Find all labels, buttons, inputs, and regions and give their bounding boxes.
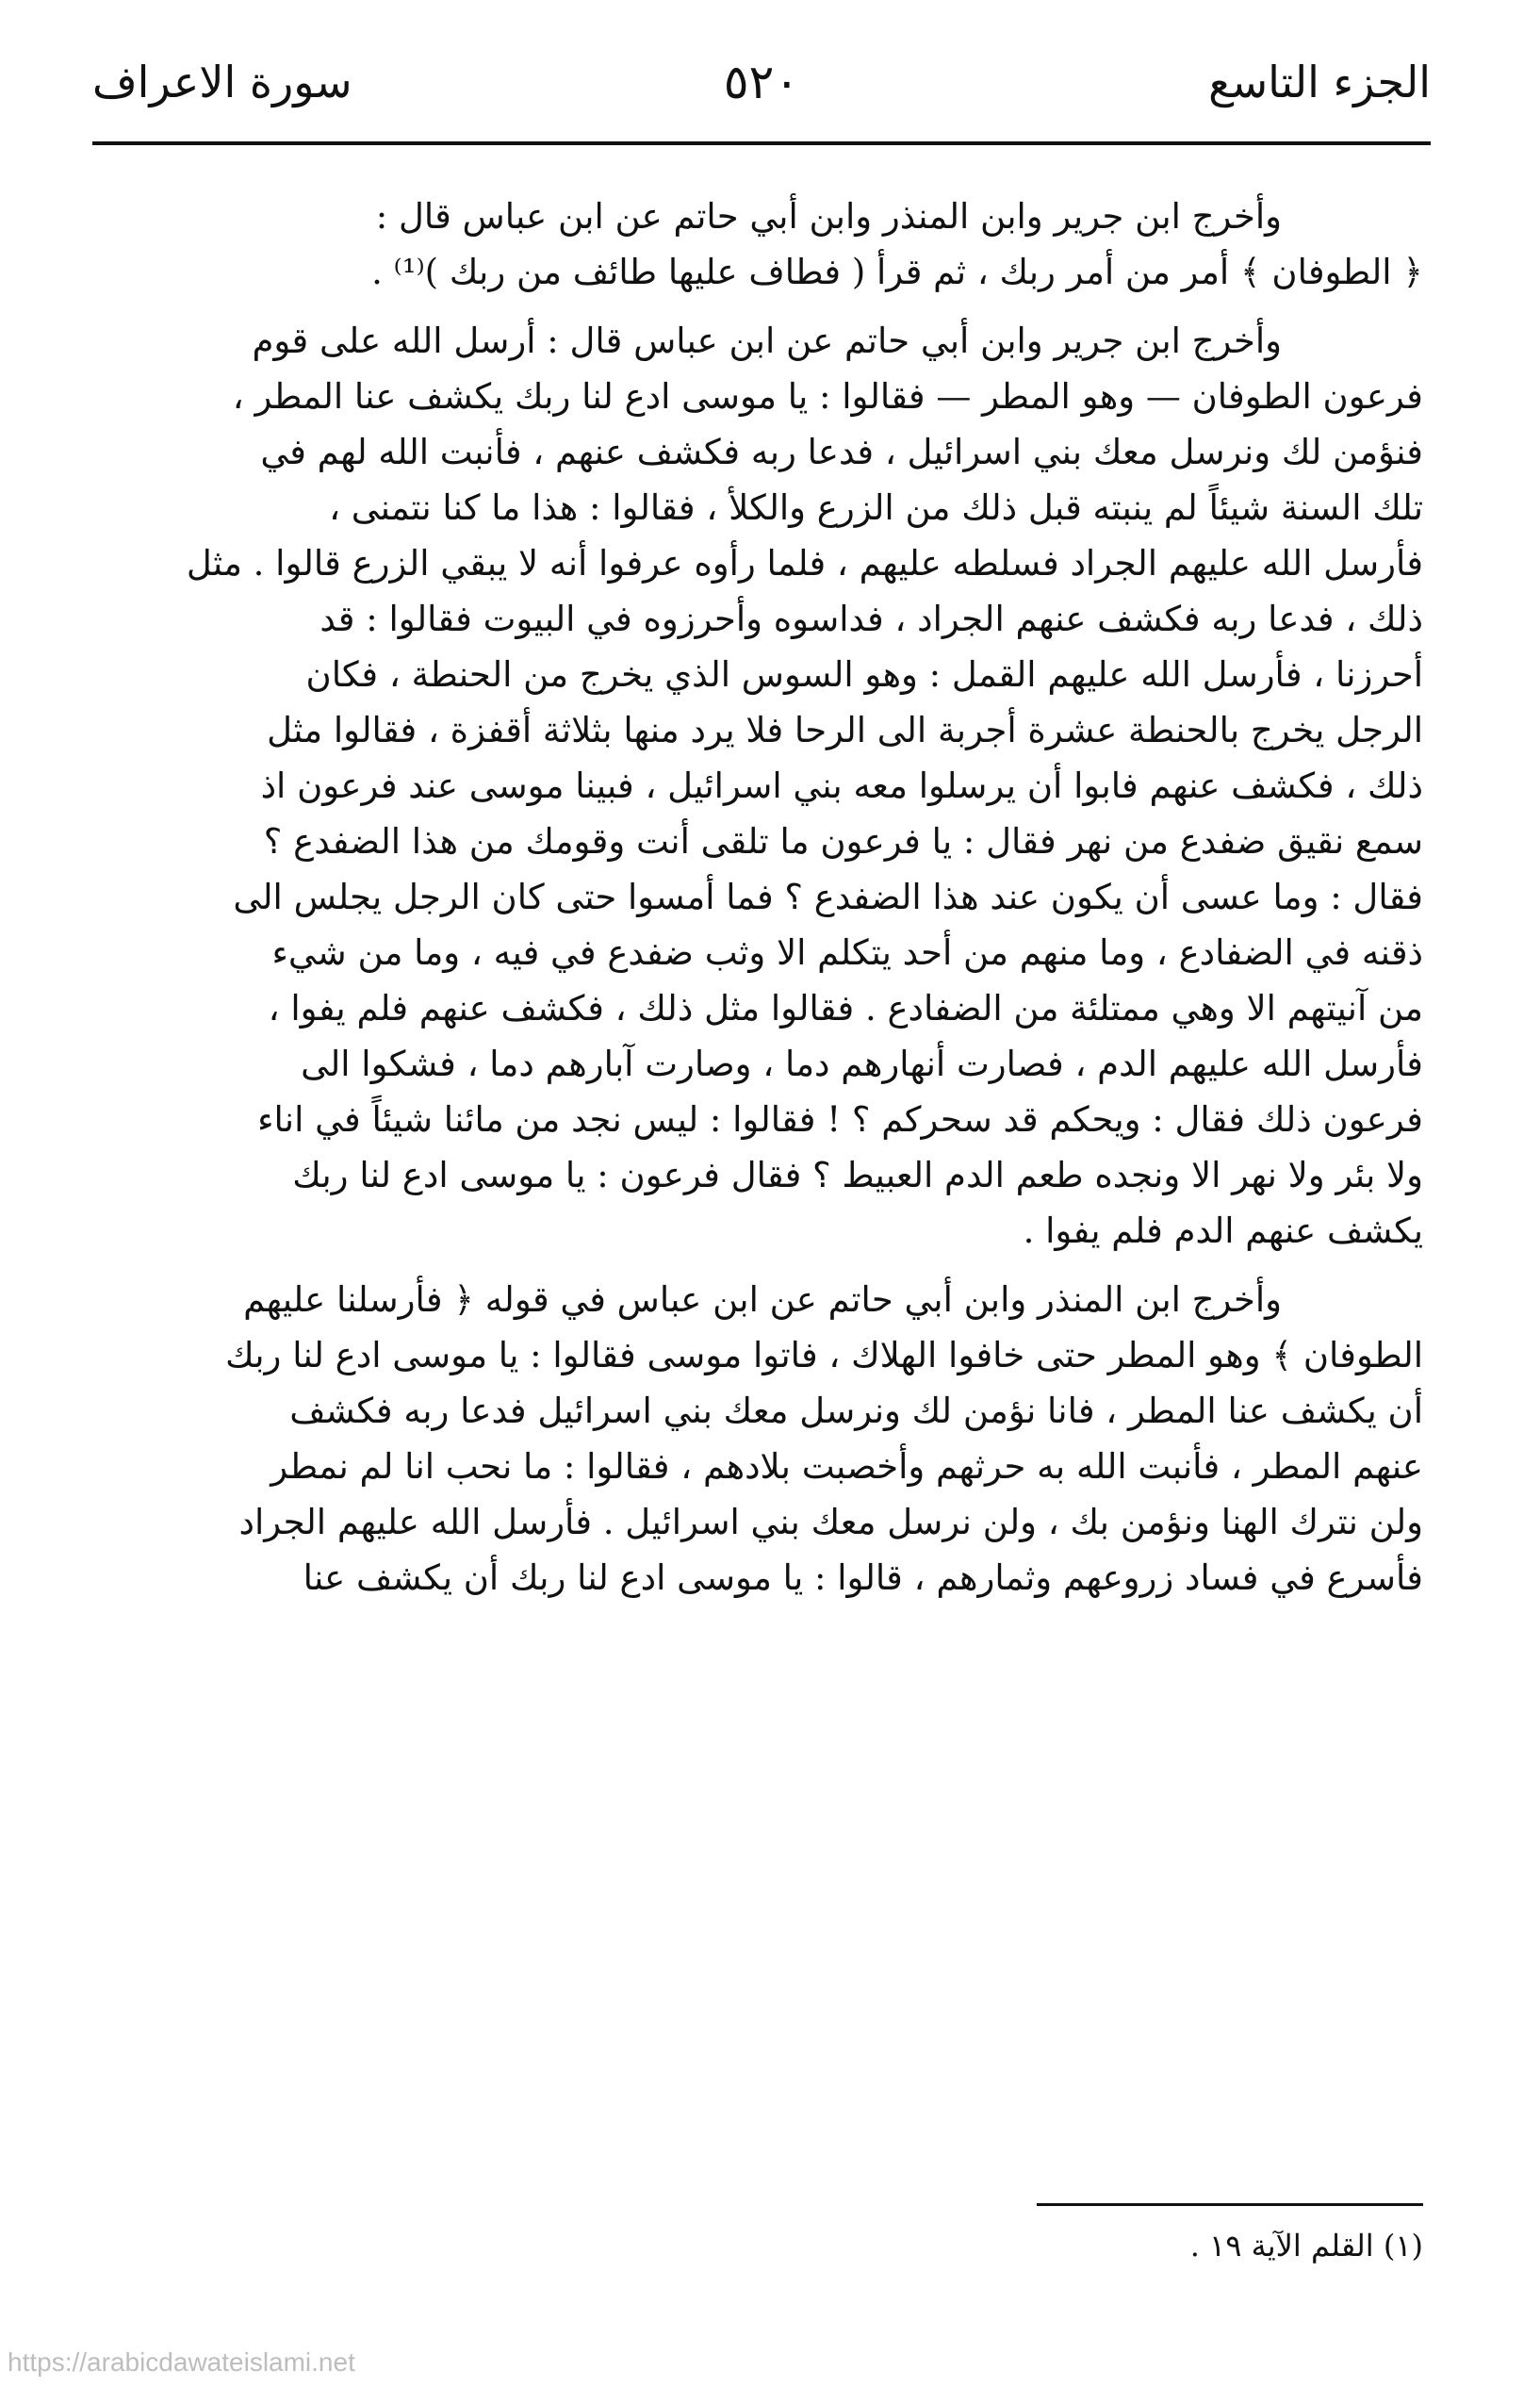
text-line: فأسرع في فساد زروعهم وثمارهم ، قالوا : يا موسى ادع لنا ربك أن يكشف عنا — [303, 1557, 1423, 1598]
text-line: فأرسل الله عليهم الدم ، فصارت أنهارهم دما ، وصارت آبارهم دما ، فشكوا الى — [301, 1044, 1423, 1084]
text-line: سمع نقيق ضفدع من نهر فقال : يا فرعون ما تلقى أنت وقومك من هذا الضفدع ؟ — [263, 821, 1423, 862]
main-text — [104, 189, 1423, 1619]
text-line: ذقنه في الضفادع ، وما منهم من أحد يتكلم الا وثب ضفدع في فيه ، وما من شيء — [271, 932, 1423, 973]
text-line: وأخرج ابن جرير وابن أبي حاتم عن ابن عباس قال : أرسل الله على قوم — [252, 321, 1282, 361]
text-line: فرعون ذلك فقال : ويحكم قد سحركم ؟ ! فقالوا : ليس نجد من مائنا شيئاً في اناء — [257, 1099, 1423, 1140]
text-line: أن يكشف عنا المطر ، فانا نؤمن لك ونرسل معك بني اسرائيل فدعا ربه فكشف — [289, 1391, 1423, 1431]
text-line: ﴿ الطوفان ﴾ أمر من أمر ربك ، ثم قرأ ( فطاف عليها طائف من ربك )⁽¹⁾ . — [371, 252, 1423, 292]
text-line: فأرسل الله عليهم الجراد فسلطه عليهم ، فلما رأوه عرفوا أنه لا يبقي الزرع قالوا . مثل — [186, 543, 1423, 584]
text-line: أحرزنا ، فأرسل الله عليهم القمل : وهو السوس الذي يخرج من الحنطة ، فكان — [305, 654, 1423, 695]
text-line: عنهم المطر ، فأنبت الله به حرثهم وأخصبت بلادهم ، فقالوا : ما نحب انا لم نمطر — [270, 1446, 1423, 1487]
watermark-url: https://arabicdawateislami.net — [8, 2347, 355, 2377]
text-line: يكشف عنهم الدم فلم يفوا . — [1023, 1210, 1423, 1251]
header-divider — [92, 141, 1431, 145]
part-title: الجزء التاسع — [1208, 57, 1431, 107]
page-header — [92, 40, 1431, 124]
text-line: وأخرج ابن جرير وابن المنذر وابن أبي حاتم عن ابن عباس قال : — [375, 196, 1282, 237]
text-line: فقال : وما عسى أن يكون عند هذا الضفدع ؟ فما أمسوا حتى كان الرجل يجلس الى — [233, 877, 1423, 917]
text-line: ذلك ، فدعا ربه فكشف عنهم الجراد ، فداسوه وأحرزوه في البيوت فقالوا : قد — [319, 599, 1423, 639]
surah-title: سورة الاعراف — [92, 57, 352, 107]
text-line: الرجل يخرج بالحنطة عشرة أجربة الى الرحا فلا يرد منها بثلاثة أقفزة ، فقالوا مثل — [267, 710, 1423, 750]
text-line: ولا بئر ولا نهر الا ونجده طعم الدم العبيط ؟ فقال فرعون : يا موسى ادع لنا ربك — [292, 1155, 1423, 1195]
text-line: فرعون الطوفان — وهو المطر — فقالوا : يا موسى ادع لنا ربك يكشف عنا المطر ، — [232, 376, 1423, 417]
paragraph — [104, 1272, 1423, 1605]
paragraph — [104, 189, 1423, 300]
footnote-divider — [1037, 2203, 1423, 2206]
text-line: ولن نترك الهنا ونؤمن بك ، ولن نرسل معك بني اسرائيل . فأرسل الله عليهم الجراد — [238, 1502, 1423, 1542]
text-line: من آنيتهم الا وهي ممتلئة من الضفادع . فقالوا مثل ذلك ، فكشف عنهم فلم يفوا ، — [268, 988, 1423, 1029]
text-line: تلك السنة شيئاً لم ينبته قبل ذلك من الزرع والكلأ ، فقالوا : هذا ما كنا نتمنى ، — [329, 487, 1423, 528]
text-line: فنؤمن لك ونرسل معك بني اسرائيل ، فدعا ربه فكشف عنهم ، فأنبت الله لهم في — [260, 432, 1423, 472]
text-line: الطوفان ﴾ وهو المطر حتى خافوا الهلاك ، فاتوا موسى فقالوا : يا موسى ادع لنا ربك — [225, 1335, 1423, 1375]
paragraph — [104, 313, 1423, 1259]
footnote: (١) القلم الآية ١٩ . — [1189, 2228, 1423, 2264]
text-line: ذلك ، فكشف عنهم فابوا أن يرسلوا معه بني اسرائيل ، فبينا موسى عند فرعون اذ — [260, 766, 1423, 806]
text-line: وأخرج ابن المنذر وابن أبي حاتم عن ابن عباس في قوله ﴿ فأرسلنا عليهم — [243, 1279, 1282, 1320]
page-number: ٥٢٠ — [723, 55, 800, 109]
